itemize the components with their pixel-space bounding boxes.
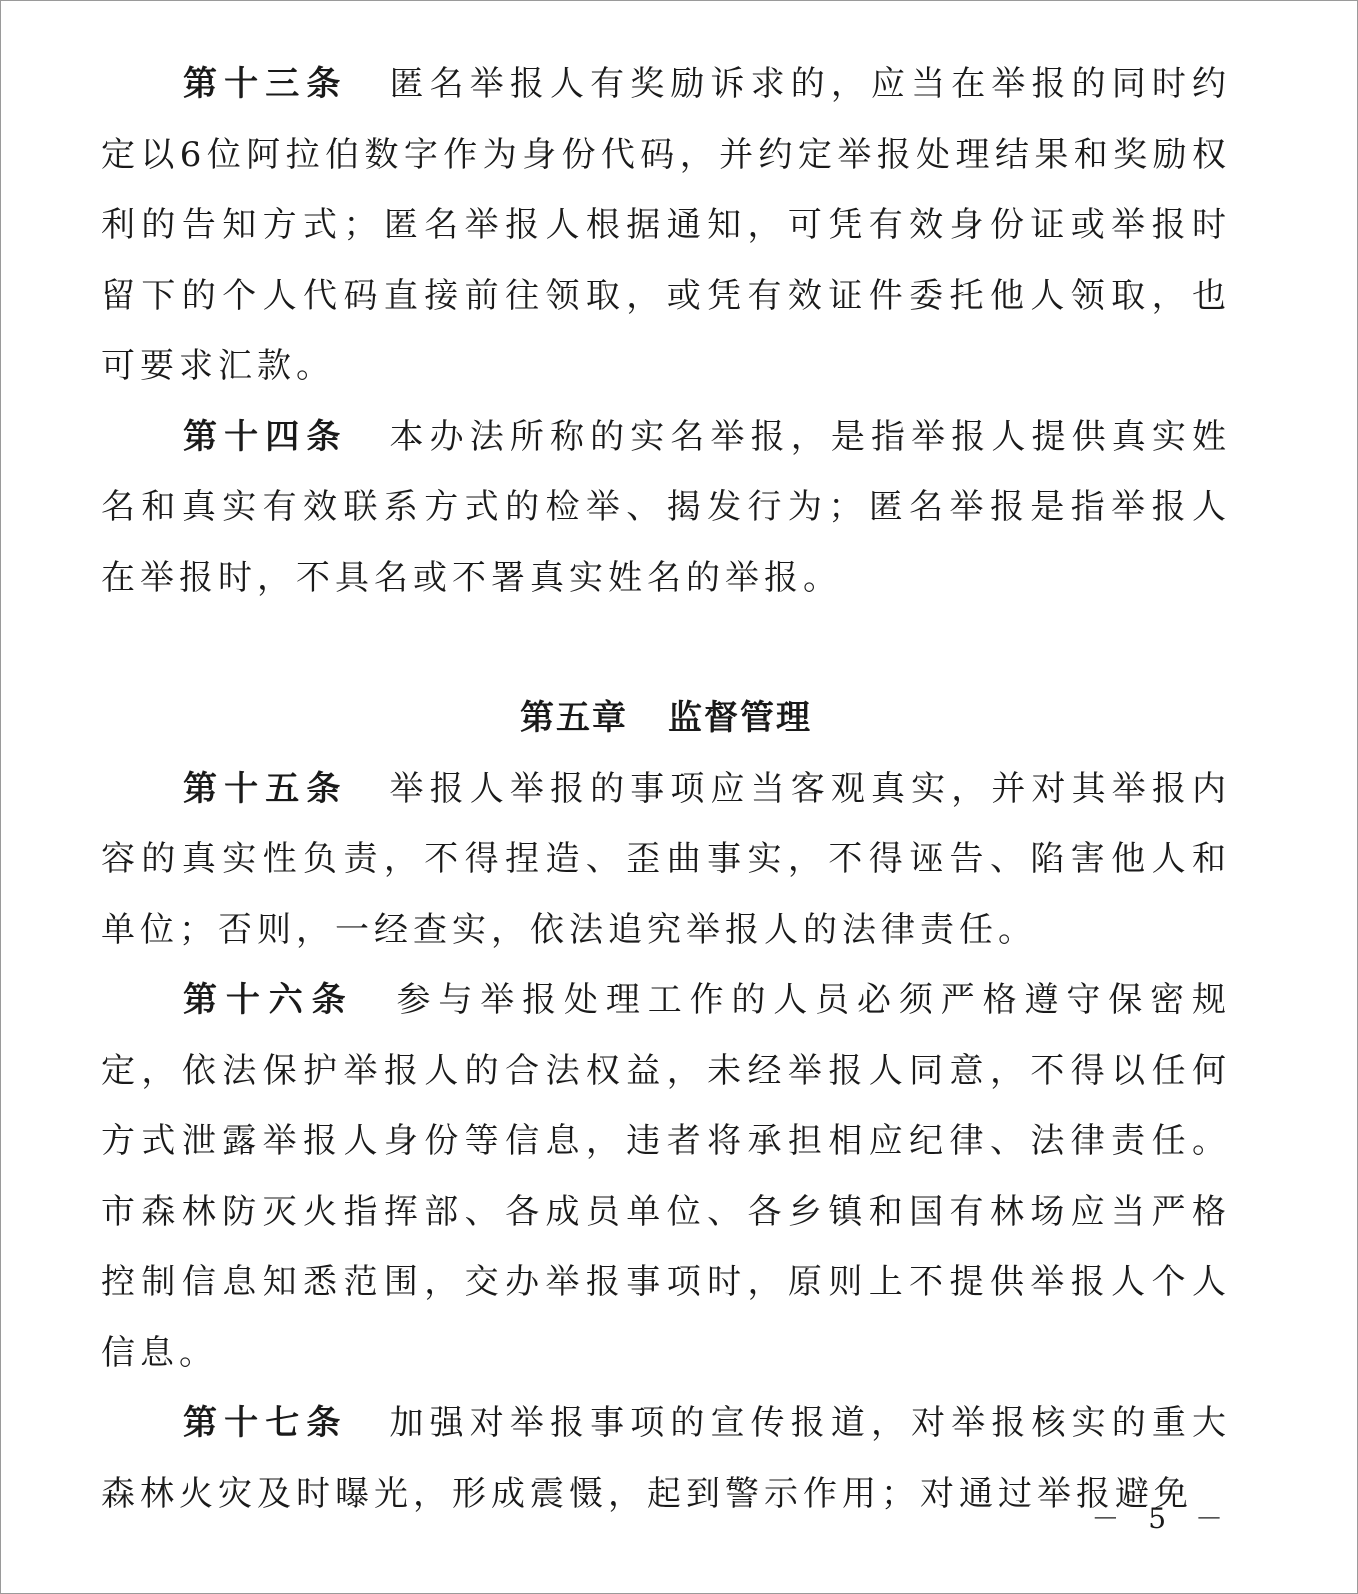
chapter-heading [101,683,1231,754]
article-16-text: 参与举报处理工作的人员必须严格遵守保密规定，依法保护举报人的合法权益，未经举报人同意，不得以任何方式泄露举报人身份等信息，违者将承担相应纪律、法律责任。市森林防灭火指挥部、各成员单位、各乡镇和国有林场应当严格控制信息知悉范围，交办举报事项时，原则上不提供举报人个人信息。 [101,980,1232,1373]
chapter-name: 监督管理 [668,698,812,738]
article-13 [101,49,1231,402]
article-13-title: 第十三条 [183,64,348,104]
article-15-text: 举报人举报的事项应当客观真实，并对其举报内容的真实性负责，不得捏造、歪曲事实，不得诬告、陷害他人和单位；否则，一经查实，依法追究举报人的法律责任。 [101,768,1231,950]
article-15-title: 第十五条 [183,768,348,809]
article-14-text: 本办法所称的实名举报，是指举报人提供真实姓名和真实有效联系方式的检举、揭发行为；匿名举报是指举报人在举报时，不具名或不署真实姓名的举报。 [101,416,1231,598]
article-17-title: 第十七条 [183,1403,348,1443]
chapter-number: 第五章 [520,698,628,738]
article-16 [101,965,1231,1388]
article-17 [101,1388,1231,1529]
article-15 [101,754,1231,966]
document-body [101,49,1231,1529]
page-number: － 5 － [1091,1502,1233,1535]
article-13-text: 匿名举报人有奖励诉求的，应当在举报的同时约定以6位阿拉伯数字作为身份代码，并约定举报处理结果和奖励权利的告知方式；匿名举报人根据通知，可凭有效身份证或举报时留下的个人代码直接前往领取，或凭有效证件委托他人领取，也可要求汇款。 [101,64,1231,386]
article-17-text: 加强对举报事项的宣传报道，对举报核实的重大森林火灾及时曝光，形成震慑，起到警示作用；对通过举报避免 [101,1403,1231,1514]
article-16-title: 第十六条 [183,980,355,1020]
article-14-title: 第十四条 [183,416,348,457]
article-14 [101,402,1231,614]
